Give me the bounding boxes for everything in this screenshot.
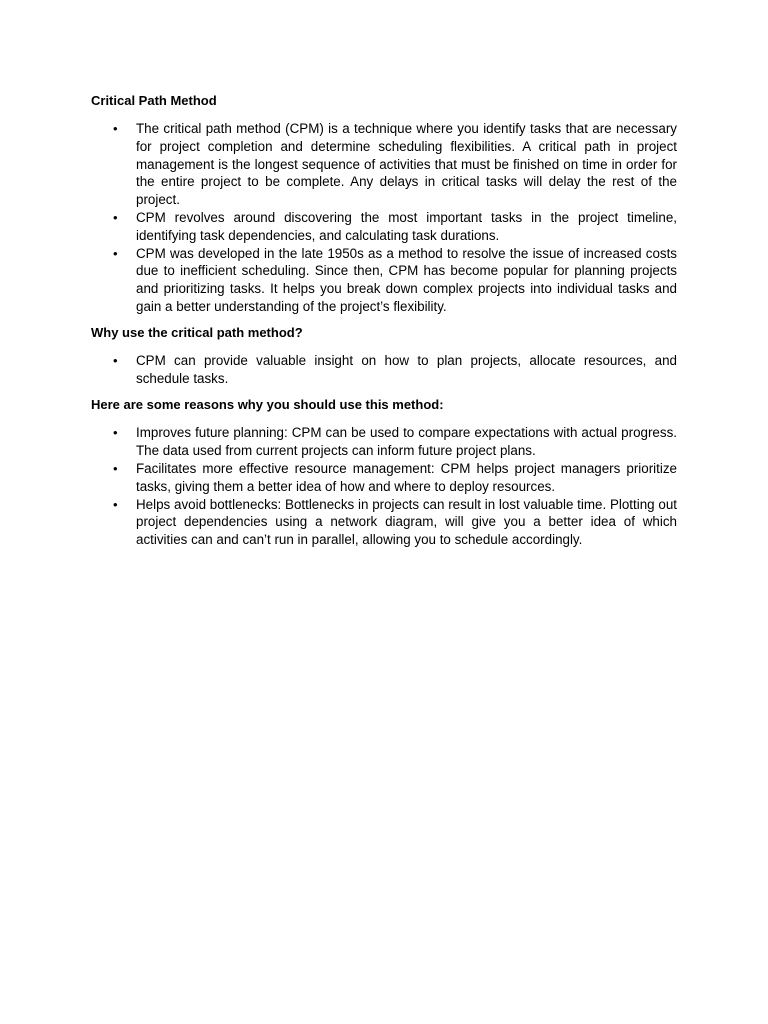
bullet-list-why-use-cpm [91,352,677,388]
bullet-icon: • [113,425,118,441]
list-item [91,352,677,388]
bullet-icon: • [113,121,118,136]
list-item [91,424,677,460]
list-item [91,496,677,549]
document-page [91,92,677,549]
list-item-text: The critical path method (CPM) is a technique where you identify tasks that are necessary for project completion and determine scheduling flexibilities. A critical path in project management is the longest sequence of activities that must be finished on time in order for the entire project to be complete. Any delays in critical tasks will delay the rest of the project. [136,121,677,208]
bullet-icon: • [113,245,118,261]
list-item-text: Improves future planning: CPM can be used to compare expectations with actual progress. The data used from current projects can inform future project plans. [136,425,677,459]
bullet-icon: • [113,460,118,476]
section-heading-reasons: Here are some reasons why you should use this method: [91,397,444,413]
list-item [91,460,677,496]
list-item [91,245,677,316]
bullet-icon: • [113,209,118,225]
list-item [91,209,677,245]
section-heading-critical-path-method: Critical Path Method [91,93,217,108]
list-item-text: CPM revolves around discovering the most important tasks in the project timeline, identifying task dependencies, and calculating task durations. [136,209,677,243]
bullet-list-critical-path-method [91,120,677,316]
list-item-text: Facilitates more effective resource management: CPM helps project managers prioritize tasks, giving them a better idea of how and where to deploy resources. [136,460,677,494]
section-heading-why-use-cpm: Why use the critical path method? [91,324,303,340]
list-item-text: CPM can provide valuable insight on how to plan projects, allocate resources, and schedule tasks. [136,352,677,386]
list-item [91,120,677,209]
bullet-icon: • [113,496,118,512]
bullet-icon: • [113,352,118,368]
list-item-text: Helps avoid bottlenecks: Bottlenecks in projects can result in lost valuable time. Plotting out project dependencies using a network diagram, will give you a better idea of which activities can and can’t run in parallel, allowing you to schedule accordingly. [136,496,677,548]
bullet-list-reasons [91,424,677,549]
list-item-text: CPM was developed in the late 1950s as a method to resolve the issue of increased costs due to inefficient scheduling. Since then, CPM has become popular for planning projects and prioritizing tasks. It helps you break down complex projects into individual tasks and gain a better understanding of the project’s flexibility. [136,245,677,314]
